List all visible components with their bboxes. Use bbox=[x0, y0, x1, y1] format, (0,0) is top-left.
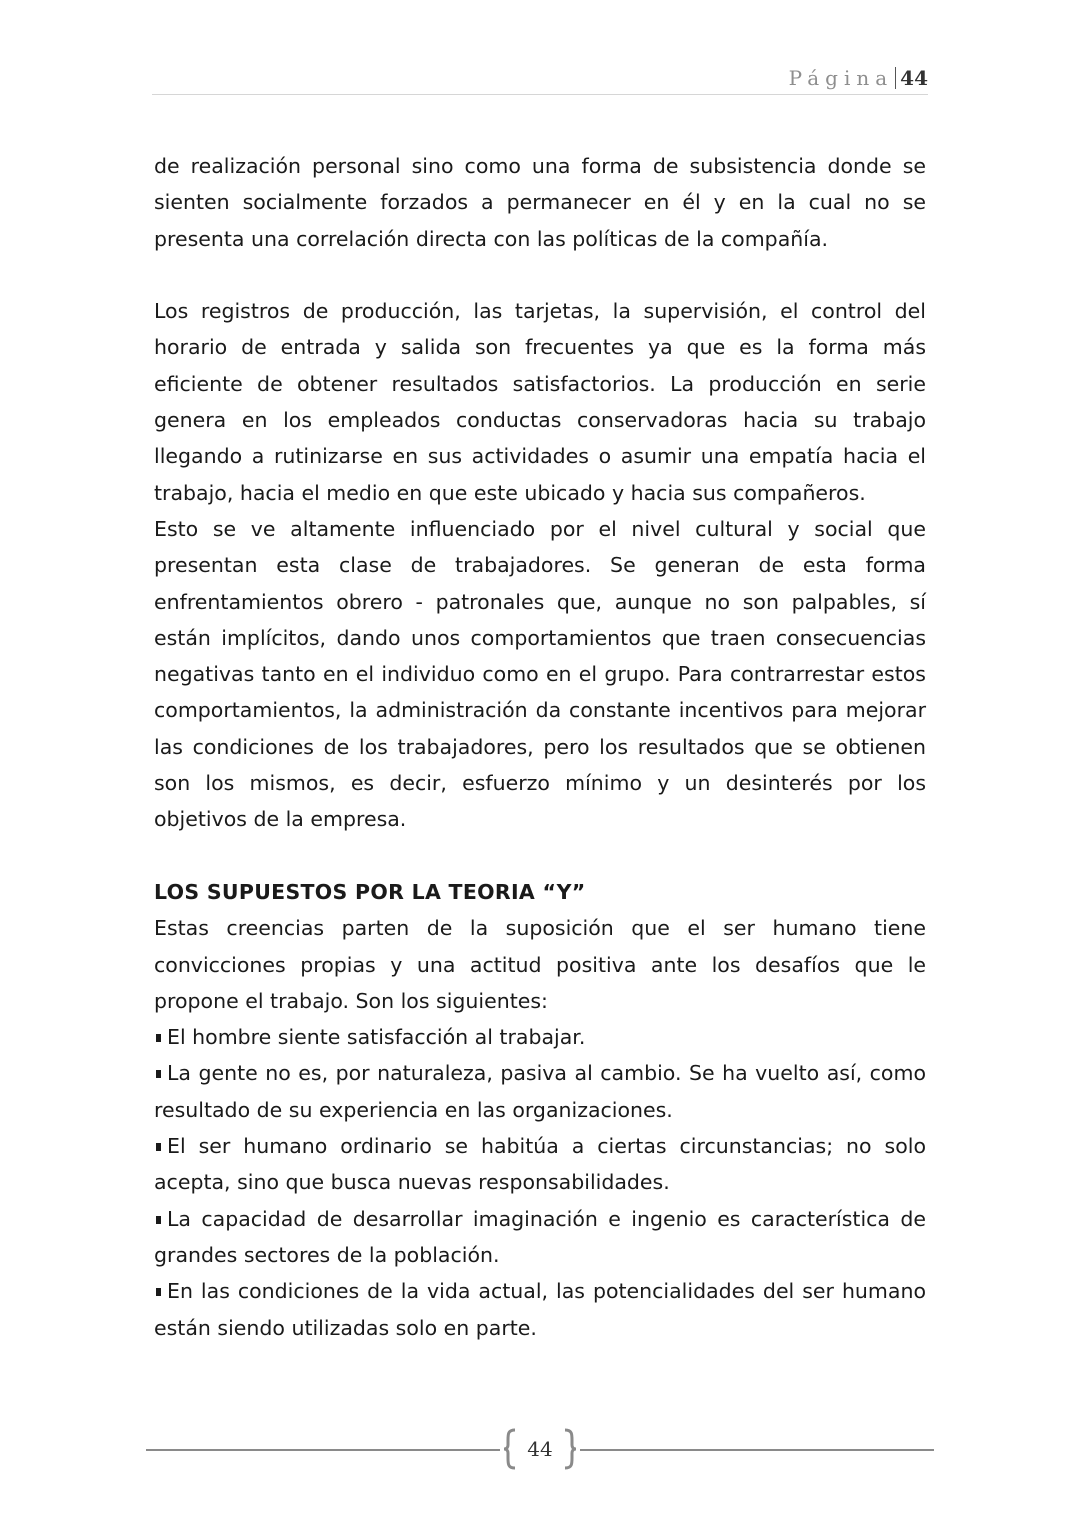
paragraph-spacer bbox=[154, 838, 926, 874]
page-footer bbox=[146, 1428, 934, 1476]
header-page-word: Página bbox=[788, 66, 894, 90]
bullet-text: La capacidad de desarrollar imaginación e ingenio es característica de grandes sectores de la población. bbox=[154, 1206, 926, 1267]
bullet-item bbox=[154, 1019, 926, 1055]
bullet-text: El ser humano ordinario se habitúa a ciertas circunstancias; no solo acepta, sino que busca nuevas responsabilidades. bbox=[154, 1134, 926, 1195]
paragraph-spacer bbox=[154, 257, 926, 293]
header-page-number: 44 bbox=[900, 66, 928, 90]
footer-rule-left bbox=[146, 1449, 500, 1451]
square-bullet-icon bbox=[156, 1143, 161, 1151]
footer-rule-right bbox=[580, 1449, 934, 1451]
square-bullet-icon bbox=[156, 1288, 161, 1296]
bullet-item bbox=[154, 1055, 926, 1128]
square-bullet-icon bbox=[156, 1034, 161, 1042]
paragraph: Estas creencias parten de la suposición que el ser humano tiene convicciones propias y una actitud positiva ante los desafíos que le propone el trabajo. Son los siguientes: bbox=[154, 916, 926, 1013]
header-separator bbox=[895, 67, 896, 89]
bullet-item bbox=[154, 1128, 926, 1201]
footer-page-number: 44 bbox=[527, 1437, 553, 1461]
left-bracket-icon bbox=[502, 1428, 518, 1470]
section-heading: LOS SUPUESTOS POR LA TEORIA “Y” bbox=[154, 879, 586, 904]
bullet-text: La gente no es, por naturaleza, pasiva al cambio. Se ha vuelto así, como resultado de su experiencia en las organizaciones. bbox=[154, 1061, 926, 1122]
bullet-item bbox=[154, 1201, 926, 1274]
paragraph: Esto se ve altamente influenciado por el nivel cultural y social que presentan esta clase de trabajadores. Se generan de esta forma enfrentamientos obrero - patronales que, aunque no son palpables, sí están implícitos, dando unos comportamientos que traen consecuencias negativas tanto en el individuo como en el grupo. Para contrarrestar estos comportamientos, la administración da constante incentivos para mejorar las condiciones de los trabajadores, pero los resultados que se obtienen son los mismos, es decir, esfuerzo mínimo y un desinterés por los objetivos de la empresa. bbox=[154, 516, 926, 832]
page-body bbox=[154, 148, 926, 1346]
bullet-text: El hombre siente satisfacción al trabajar. bbox=[167, 1025, 586, 1050]
paragraph: de realización personal sino como una forma de subsistencia donde se sienten socialmente forzados a permanecer en él y en la cual no se presenta una correlación directa con las políticas de la compañía. bbox=[154, 154, 926, 251]
bullet-text: En las condiciones de la vida actual, las potencialidades del ser humano están siendo utilizadas solo en parte. bbox=[154, 1279, 926, 1340]
header-page-label bbox=[789, 66, 928, 90]
right-bracket-icon bbox=[562, 1428, 578, 1470]
square-bullet-icon bbox=[156, 1216, 161, 1224]
bullet-item bbox=[154, 1273, 926, 1346]
page-header bbox=[152, 64, 928, 95]
paragraph: Los registros de producción, las tarjetas, la supervisión, el control del horario de entrada y salida son frecuentes ya que es la forma más eficiente de obtener resultados satisfactorios. La producción en serie genera en los empleados conductas conservadoras hacia su trabajo llegando a rutinizarse en sus actividades o asumir una empatía hacia el trabajo, hacia el medio en que este ubicado y hacia sus compañeros. bbox=[154, 299, 926, 505]
square-bullet-icon bbox=[156, 1070, 161, 1078]
